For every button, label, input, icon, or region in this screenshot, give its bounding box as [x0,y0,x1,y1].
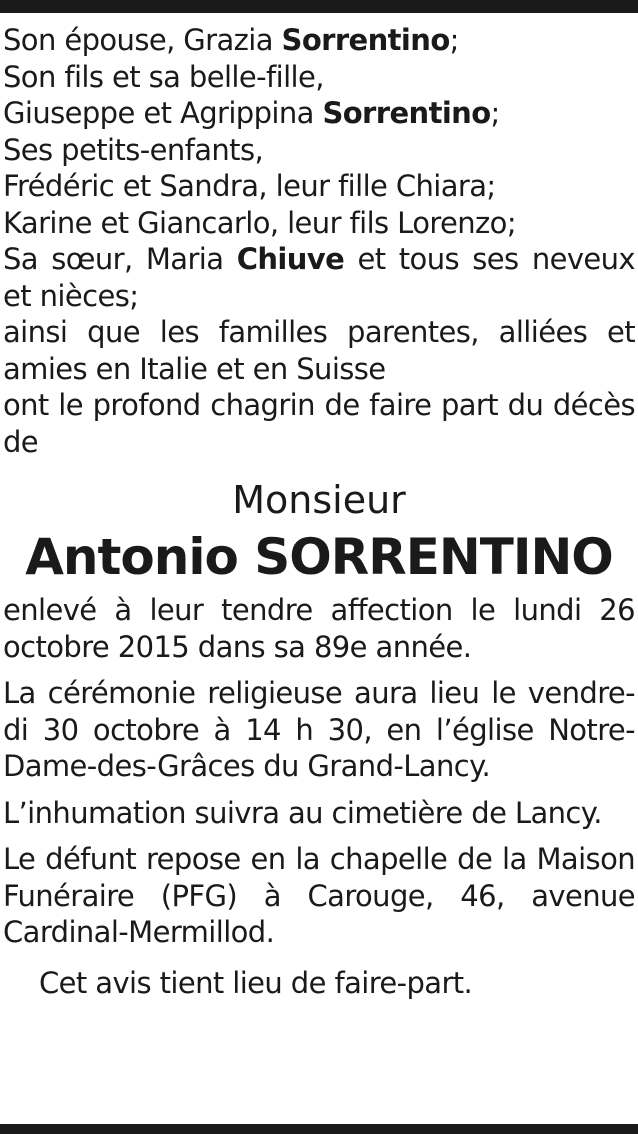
top-border-rule [0,0,638,13]
family-line-son: Giuseppe et Agrippina Sorrentino; [3,96,500,130]
burial-paragraph: L’inhumation suivra au cimetière de Lancy. [3,795,602,830]
honorific: Monsieur [232,478,406,522]
family-surname: Sorrentino [322,96,491,130]
bottom-border-rule [0,1124,638,1134]
announcement-line: ont le profond chagrin de faire part du décès de [3,388,635,459]
family-line-spouse: Son épouse, Grazia Sorrentino; [3,23,459,57]
family-surname: Chiuve [236,242,345,276]
deceased-name: Antonio SORRENTINO [25,528,613,586]
family-list [3,22,635,460]
passing-paragraph: enlevé à leur tendre affection le lundi 26 octobre 2015 dans sa 89e année. [3,593,635,664]
repose-paragraph: Le défunt repose en la chapelle de la Maison Funéraire (PFG) à Carouge, 46, avenue Cardinal-Mermillod. [3,842,635,949]
notice-details [3,592,635,1001]
closing-line: Cet avis tient lieu de faire-part. [39,965,473,1000]
family-line-grandchildren-1: Frédéric et Sandra, leur fille Chiara; [3,169,496,203]
family-line-sister: Sa sœur, Maria Chiuve et tous ses neveux et nièces; [3,242,635,313]
family-line-son-heading: Son fils et sa belle-fille, [3,59,324,94]
relatives-line: ainsi que les familles parentes, alliées et amies en Italie et en Suisse [3,315,635,386]
obituary-notice [3,22,635,1011]
ceremony-paragraph: La cérémonie religieuse aura lieu le vendre-di 30 octobre à 14 h 30, en l’église Notre-Dame-des-Grâces du Grand-Lancy. [3,676,635,783]
family-line-grandchildren-2: Karine et Giancarlo, leur fils Lorenzo; [3,205,516,240]
family-line-grandchildren-heading: Ses petits-enfants, [3,132,264,167]
family-surname: Sorrentino [281,23,450,57]
